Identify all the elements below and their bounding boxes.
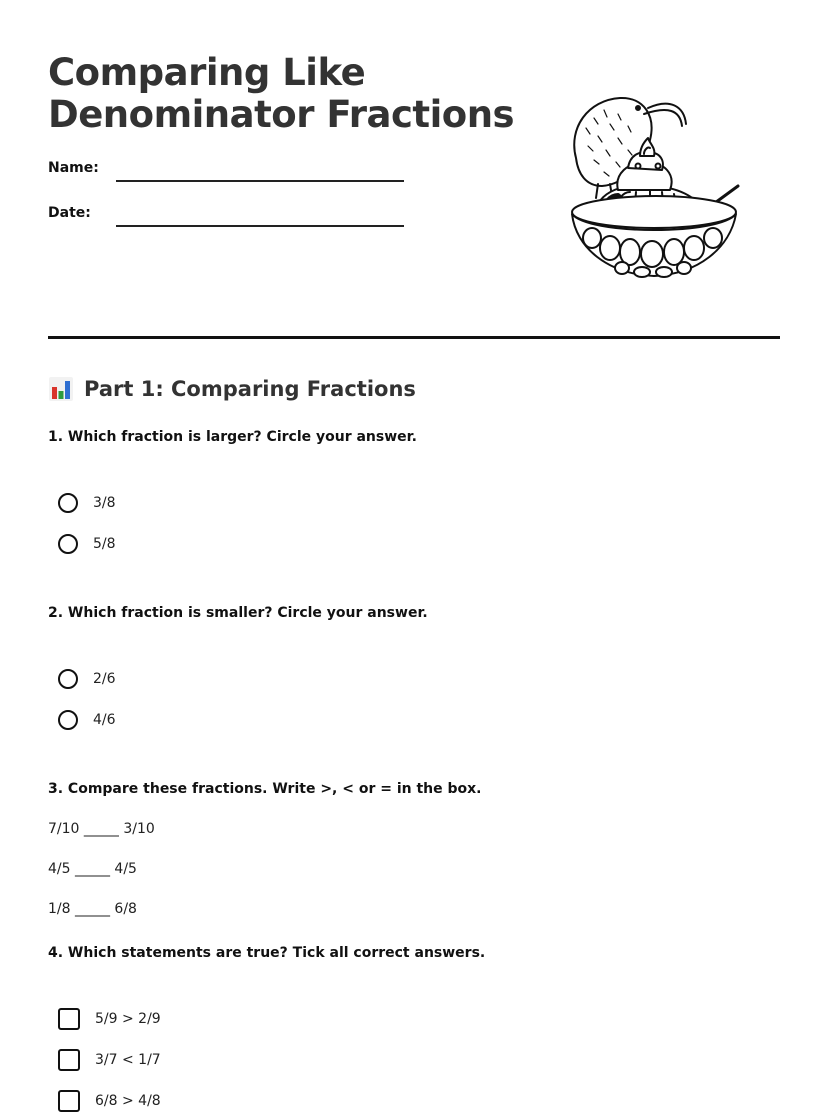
q4-option-1[interactable] [58, 1006, 161, 1032]
page-title [48, 52, 514, 136]
option-label: 4/6 [93, 712, 116, 728]
q1-option-1[interactable] [58, 490, 116, 516]
name-label: Name: [48, 160, 99, 176]
question-3: 3. Compare these fractions. Write >, < or = in the box. [48, 781, 482, 797]
radio-circle-icon[interactable] [58, 669, 78, 689]
worksheet-page [48, 0, 780, 1118]
q2-option-2[interactable] [58, 707, 116, 733]
question-4: 4. Which statements are true? Tick all correct answers. [48, 945, 486, 961]
part1-heading [48, 374, 416, 404]
q4-option-3[interactable] [58, 1088, 161, 1114]
date-label: Date: [48, 205, 91, 221]
date-field[interactable] [48, 205, 408, 229]
date-line[interactable] [116, 225, 404, 227]
q1-option-2[interactable] [58, 531, 116, 557]
checkbox-icon[interactable] [58, 1090, 80, 1112]
part1-title: Part 1: Comparing Fractions [84, 377, 416, 401]
q2-option-1[interactable] [58, 666, 116, 692]
compare-item-1[interactable]: 7/10 _____ 3/10 [48, 821, 155, 837]
question-2: 2. Which fraction is smaller? Circle your answer. [48, 605, 428, 621]
bowl-rim [572, 196, 736, 228]
radio-circle-icon[interactable] [58, 534, 78, 554]
compare-item-2[interactable]: 4/5 _____ 4/5 [48, 861, 137, 877]
question-1: 1. Which fraction is larger? Circle your answer. [48, 429, 417, 445]
q4-option-2[interactable] [58, 1047, 161, 1073]
name-field[interactable] [48, 160, 408, 184]
radio-circle-icon[interactable] [58, 493, 78, 513]
header-divider [48, 336, 780, 339]
title-line-1: Comparing Like [48, 51, 366, 94]
checkbox-icon[interactable] [58, 1049, 80, 1071]
checkbox-icon[interactable] [58, 1008, 80, 1030]
option-label: 5/8 [93, 536, 116, 552]
bar-chart-icon [48, 376, 74, 402]
title-line-2: Denominator Fractions [48, 93, 515, 136]
option-label: 5/9 > 2/9 [95, 1011, 161, 1027]
radio-circle-icon[interactable] [58, 710, 78, 730]
option-label: 3/8 [93, 495, 116, 511]
compare-item-3[interactable]: 1/8 _____ 6/8 [48, 901, 137, 917]
option-label: 2/6 [93, 671, 116, 687]
option-label: 3/7 < 1/7 [95, 1052, 161, 1068]
kiwi-dessert-illustration [558, 88, 758, 288]
option-label: 6/8 > 4/8 [95, 1093, 161, 1109]
name-line[interactable] [116, 180, 404, 182]
